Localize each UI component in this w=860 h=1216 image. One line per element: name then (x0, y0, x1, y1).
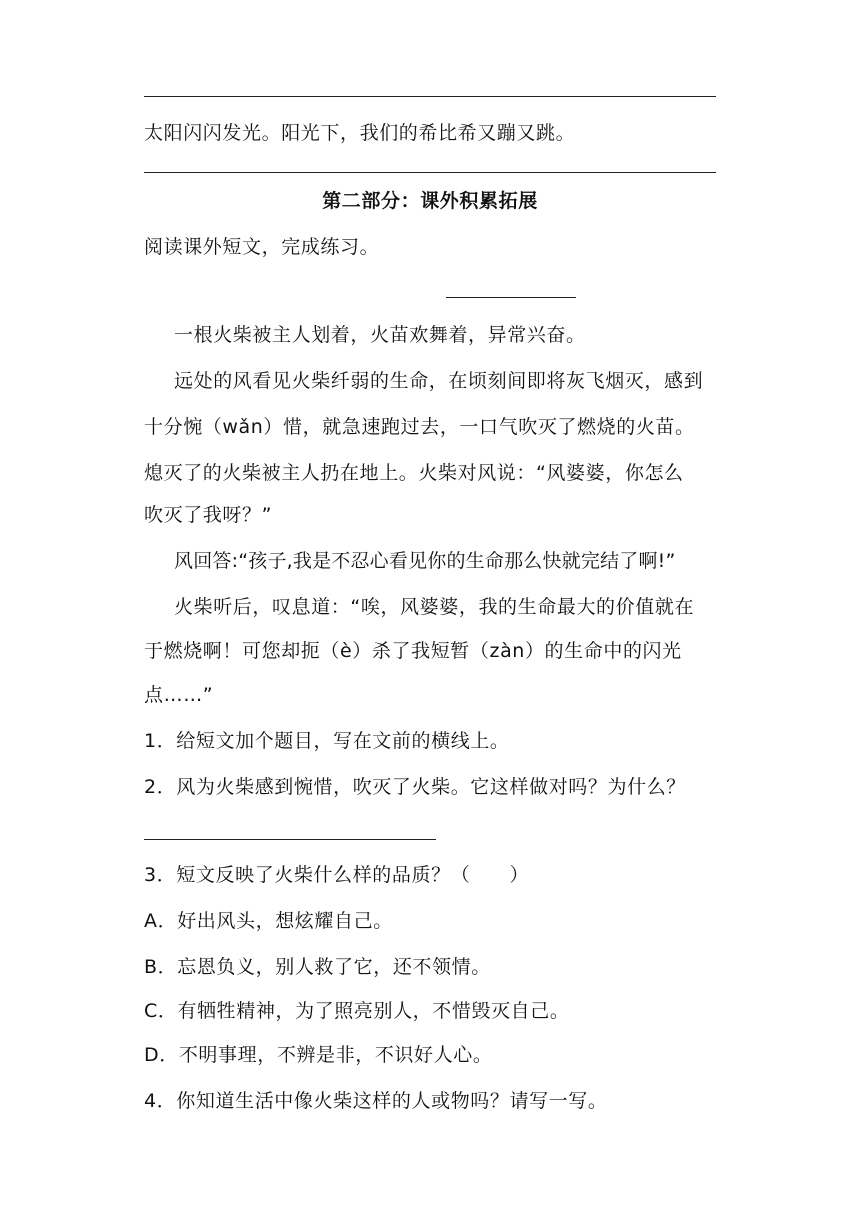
passage-paragraph-2-line-3: 熄灭了的火柴被主人扔在地上。火柴对风说：“风婆婆，你怎么 (144, 462, 684, 484)
question-1: 1．给短文加个题目，写在文前的横线上。 (144, 730, 510, 752)
answer-text-line: 太阳闪闪发光。阳光下，我们的希比希又蹦又跳。 (144, 122, 576, 144)
passage-paragraph-1: 一根火柴被主人划着，火苗欢舞着，异常兴奋。 (174, 324, 586, 346)
passage-title-blank (446, 297, 576, 298)
option-b: B．忘恩负义，别人救了它，还不领情。 (144, 956, 491, 978)
question-2-answer-line (144, 839, 436, 840)
option-d: D．不明事理，不辨是非，不识好人心。 (144, 1044, 493, 1066)
answer-line-bottom (144, 172, 716, 173)
passage-paragraph-3: 风回答:“孩子,我是不忍心看见你的生命那么快就完结了啊!” (174, 550, 676, 572)
instruction-text: 阅读课外短文，完成练习。 (144, 236, 380, 258)
passage-paragraph-2-line-2: 十分惋（wǎn）惜，就急速跑过去，一口气吹灭了燃烧的火苗。 (144, 416, 695, 438)
passage-paragraph-2-line-4: 吹灭了我呀？” (144, 504, 273, 526)
passage-paragraph-2-line-1: 远处的风看见火柴纤弱的生命，在顷刻间即将灰飞烟灭，感到 (174, 370, 704, 392)
passage-paragraph-4-line-2: 于燃烧啊！可您却扼（è）杀了我短暂（zàn）的生命中的闪光 (144, 640, 682, 662)
option-a: A．好出风头，想炫耀自己。 (144, 910, 393, 932)
question-3: 3．短文反映了火柴什么样的品质？（ ） (144, 864, 530, 886)
answer-line-top (144, 96, 716, 97)
passage-paragraph-4-line-3: 点……” (144, 684, 214, 706)
passage-paragraph-4-line-1: 火柴听后，叹息道：“唉，风婆婆，我的生命最大的价值就在 (174, 596, 695, 618)
section-title: 第二部分：课外积累拓展 (322, 190, 538, 212)
question-2: 2．风为火柴感到惋惜，吹灭了火柴。它这样做对吗？为什么？ (144, 776, 686, 798)
option-c: C．有牺牲精神，为了照亮别人，不惜毁灭自己。 (144, 1000, 570, 1022)
question-4: 4．你知道生活中像火柴这样的人或物吗？请写一写。 (144, 1090, 608, 1112)
